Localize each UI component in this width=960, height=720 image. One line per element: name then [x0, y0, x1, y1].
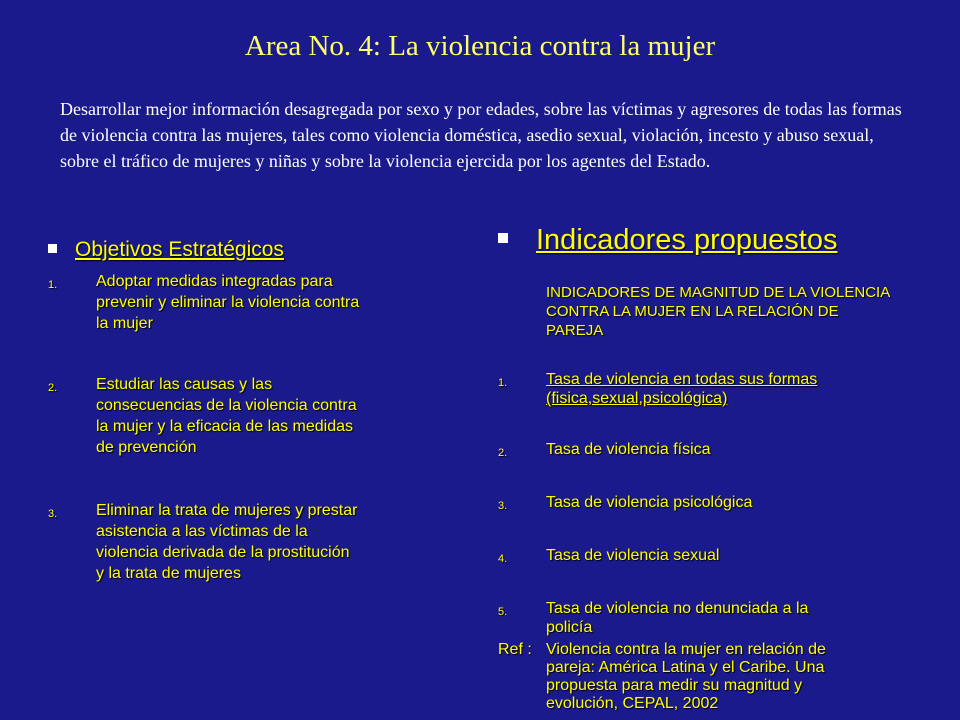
indicators-subheading: INDICADORES DE MAGNITUD DE LA VIOLENCIA CONTRA LA MUJER EN LA RELACIÓN DE PAREJA: [546, 284, 890, 339]
square-bullet-icon: [498, 233, 508, 243]
objectives-heading: [48, 238, 428, 262]
indicators-list: [498, 370, 898, 637]
indicator-number: 2.: [498, 447, 508, 459]
reference-text: Violencia contra la mujer en relación de pareja: América Latina y el Caribe. Una propuesta para medir su magnitud y evolución, CEPAL, 2002: [546, 641, 826, 712]
indicator-item: [498, 546, 898, 569]
square-bullet-icon: [48, 244, 57, 253]
objective-number: 3.: [48, 508, 58, 520]
indicator-text: Tasa de violencia física: [546, 441, 711, 458]
objective-text: Adoptar medidas integradas para prevenir y eliminar la violencia contra la mujer: [96, 273, 360, 332]
reference-label: Ref :: [498, 641, 532, 658]
indicators-heading: [498, 224, 898, 257]
indicator-item: [498, 493, 898, 516]
intro-paragraph: Desarrollar mejor información desagregada por sexo y por edades, sobre las víctimas y agresores de todas las formas de violencia contra las mujeres, tales como violencia doméstica, asedio sexual, violación, incesto y abuso sexual, sobre el tráfico de mujeres y niñas y sobre la violencia ejercida por los agentes del Estado.: [60, 99, 902, 171]
indicator-number: 3.: [498, 500, 508, 512]
indicator-item: [498, 599, 898, 637]
objective-text: Estudiar las causas y las consecuencias de la violencia contra la mujer y la eficacia de las medidas de prevención: [96, 376, 357, 456]
indicator-item: [498, 370, 898, 408]
objective-number: 2.: [48, 382, 58, 394]
objectives-list: [48, 271, 428, 584]
objective-item: [48, 374, 428, 458]
indicator-text: Tasa de violencia psicológica: [546, 494, 753, 511]
indicator-text: Tasa de violencia sexual: [546, 547, 720, 564]
objective-item: [48, 271, 428, 334]
indicators-column: [498, 224, 898, 713]
indicator-number: 4.: [498, 553, 508, 565]
slide-title: Area No. 4: La violencia contra la mujer: [244, 30, 716, 62]
reference-note: [498, 641, 898, 713]
objectives-column: [48, 238, 428, 584]
objectives-heading-text: Objetivos Estratégicos: [75, 238, 284, 261]
indicator-text: Tasa de violencia en todas sus formas (fisica,sexual,psicológica): [546, 371, 818, 407]
indicators-heading-text: Indicadores propuestos: [536, 224, 838, 256]
indicator-number: 5.: [498, 606, 508, 618]
objective-text: Eliminar la trata de mujeres y prestar asistencia a las víctimas de la violencia derivada de la prostitución y la trata de mujeres: [96, 502, 358, 582]
indicator-number: 1.: [498, 377, 508, 389]
objective-item: [48, 500, 428, 584]
indicator-text: Tasa de violencia no denunciada a la policía: [546, 600, 809, 636]
objective-number: 1.: [48, 279, 58, 291]
indicator-item: [498, 440, 898, 463]
